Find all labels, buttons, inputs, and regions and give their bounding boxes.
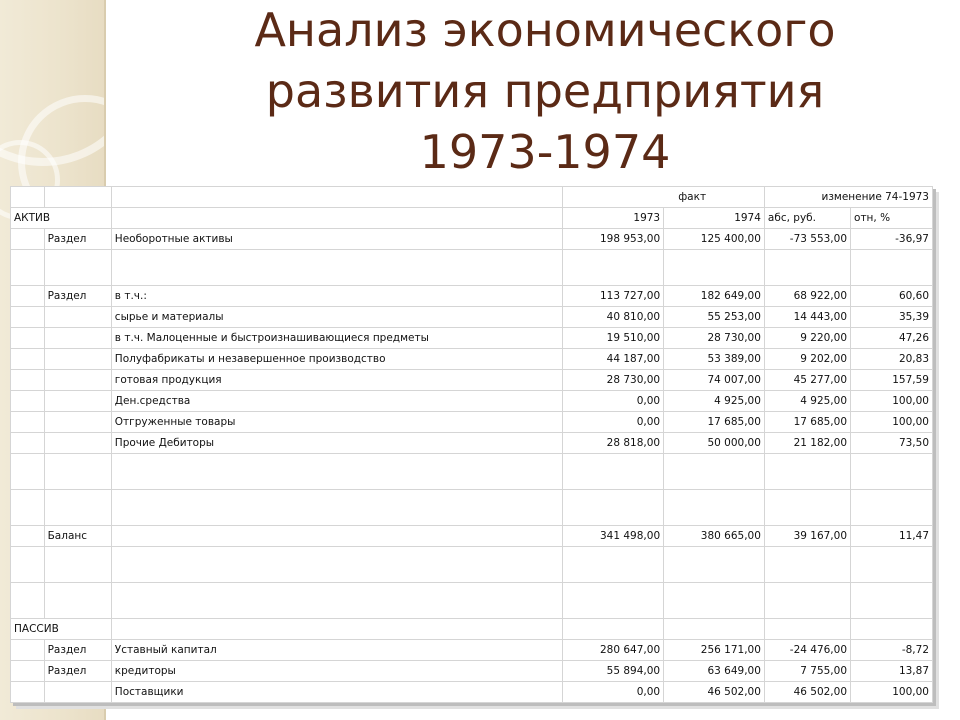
table-row: [11, 307, 933, 328]
row-name: Поставщики: [111, 682, 563, 703]
change-abs: 4 925,00: [764, 391, 850, 412]
row-label: Баланс: [44, 526, 111, 547]
row-label: [44, 307, 111, 328]
spacer-cell: [11, 328, 45, 349]
change-abs: -24 476,00: [764, 640, 850, 661]
aktiv-rows: [11, 229, 933, 619]
spacer-cell: [11, 229, 45, 250]
row-name: Уставный капитал: [111, 640, 563, 661]
row-name: Ден.средства: [111, 391, 563, 412]
value-1973: 44 187,00: [563, 349, 664, 370]
slide-title: [150, 0, 940, 183]
change-rel: 47,26: [851, 328, 933, 349]
table-header-row-2: [11, 208, 933, 229]
spacer-cell: [11, 307, 45, 328]
title-line-2: развития предприятия: [265, 64, 825, 118]
value-1974: [664, 454, 765, 490]
row-name: [111, 250, 563, 286]
row-label: [44, 454, 111, 490]
value-1974: 182 649,00: [664, 286, 765, 307]
row-label: [44, 391, 111, 412]
row-name: Отгруженные товары: [111, 412, 563, 433]
value-1973: 198 953,00: [563, 229, 664, 250]
value-1974: 50 000,00: [664, 433, 765, 454]
change-rel: 157,59: [851, 370, 933, 391]
change-rel: 100,00: [851, 391, 933, 412]
year-1973-header: 1973: [563, 208, 664, 229]
row-label: [44, 349, 111, 370]
change-rel: [851, 583, 933, 619]
change-abs: [764, 547, 850, 583]
table-header-row-1: [11, 187, 933, 208]
value-1974: 46 502,00: [664, 682, 765, 703]
row-label: [44, 547, 111, 583]
table-row: [11, 286, 933, 307]
change-rel: 20,83: [851, 349, 933, 370]
change-abs: [764, 583, 850, 619]
abs-header: абс, руб.: [764, 208, 850, 229]
change-rel: 11,47: [851, 526, 933, 547]
passive-rows: [11, 640, 933, 703]
table-row: [11, 526, 933, 547]
change-abs: 7 755,00: [764, 661, 850, 682]
title-line-1: Анализ экономического: [254, 3, 836, 57]
row-label: [44, 412, 111, 433]
change-abs: -73 553,00: [764, 229, 850, 250]
analysis-table: [10, 186, 933, 703]
row-name: готовая продукция: [111, 370, 563, 391]
change-abs: [764, 250, 850, 286]
value-1973: 19 510,00: [563, 328, 664, 349]
rel-header: отн, %: [851, 208, 933, 229]
change-rel: 60,60: [851, 286, 933, 307]
change-abs: [764, 454, 850, 490]
table-row: [11, 583, 933, 619]
section-header-passiv: ПАССИВ: [11, 619, 112, 640]
spacer-cell: [11, 391, 45, 412]
change-abs: 45 277,00: [764, 370, 850, 391]
spacer-cell: [11, 583, 45, 619]
change-rel: [851, 490, 933, 526]
row-label: [44, 490, 111, 526]
spacer-cell: [11, 454, 45, 490]
value-1973: [563, 454, 664, 490]
change-rel: 73,50: [851, 433, 933, 454]
value-1973: [563, 250, 664, 286]
value-1974: [664, 250, 765, 286]
value-1973: 28 818,00: [563, 433, 664, 454]
spacer-cell: [11, 250, 45, 286]
value-1973: 0,00: [563, 682, 664, 703]
change-abs: [764, 490, 850, 526]
table-row: [11, 661, 933, 682]
change-rel: 100,00: [851, 682, 933, 703]
change-rel: 13,87: [851, 661, 933, 682]
table-row: [11, 250, 933, 286]
value-1973: [563, 583, 664, 619]
row-label: Раздел: [44, 661, 111, 682]
value-1973: 28 730,00: [563, 370, 664, 391]
row-name: [111, 583, 563, 619]
row-name: [111, 454, 563, 490]
section-header-row-passive: [11, 619, 933, 640]
change-rel: [851, 250, 933, 286]
row-label: [44, 583, 111, 619]
row-label: [44, 433, 111, 454]
value-1974: 256 171,00: [664, 640, 765, 661]
table-row: [11, 490, 933, 526]
value-1974: [664, 547, 765, 583]
change-abs: 14 443,00: [764, 307, 850, 328]
row-name: в т.ч.:: [111, 286, 563, 307]
value-1974: 4 925,00: [664, 391, 765, 412]
change-rel: 35,39: [851, 307, 933, 328]
table-row: [11, 328, 933, 349]
table-row: [11, 349, 933, 370]
table-row: [11, 454, 933, 490]
data-table: [10, 186, 933, 703]
row-label: Раздел: [44, 286, 111, 307]
spacer-cell: [11, 412, 45, 433]
spacer-cell: [11, 661, 45, 682]
value-1974: 53 389,00: [664, 349, 765, 370]
value-1974: 55 253,00: [664, 307, 765, 328]
change-rel: -8,72: [851, 640, 933, 661]
row-name: Прочие Дебиторы: [111, 433, 563, 454]
value-1973: 0,00: [563, 391, 664, 412]
value-1974: 125 400,00: [664, 229, 765, 250]
spacer-cell: [11, 433, 45, 454]
row-label: [44, 328, 111, 349]
value-1973: [563, 547, 664, 583]
change-abs: 68 922,00: [764, 286, 850, 307]
row-label: Раздел: [44, 229, 111, 250]
table-row: [11, 547, 933, 583]
change-abs: 9 220,00: [764, 328, 850, 349]
change-rel: [851, 547, 933, 583]
spacer-cell: [11, 286, 45, 307]
spacer-cell: [11, 490, 45, 526]
value-1973: 280 647,00: [563, 640, 664, 661]
change-header: изменение 74-1973: [764, 187, 932, 208]
value-1973: 0,00: [563, 412, 664, 433]
row-label: [44, 682, 111, 703]
value-1974: 74 007,00: [664, 370, 765, 391]
row-label: Раздел: [44, 640, 111, 661]
row-label: [44, 370, 111, 391]
change-abs: 46 502,00: [764, 682, 850, 703]
table-row: [11, 391, 933, 412]
spacer-cell: [11, 349, 45, 370]
table-row: [11, 229, 933, 250]
row-name: сырье и материалы: [111, 307, 563, 328]
table-row: [11, 412, 933, 433]
year-1974-header: 1974: [664, 208, 765, 229]
section-header-aktiv: АКТИВ: [11, 208, 112, 229]
row-name: [111, 547, 563, 583]
table-row: [11, 433, 933, 454]
value-1974: 380 665,00: [664, 526, 765, 547]
value-1974: 28 730,00: [664, 328, 765, 349]
row-label: [44, 250, 111, 286]
change-abs: 39 167,00: [764, 526, 850, 547]
change-rel: -36,97: [851, 229, 933, 250]
spacer-cell: [11, 640, 45, 661]
fact-header: факт: [563, 187, 765, 208]
value-1973: 341 498,00: [563, 526, 664, 547]
value-1974: [664, 490, 765, 526]
spacer-cell: [11, 526, 45, 547]
row-name: кредиторы: [111, 661, 563, 682]
change-abs: 9 202,00: [764, 349, 850, 370]
value-1973: 113 727,00: [563, 286, 664, 307]
value-1973: [563, 490, 664, 526]
row-name: Необоротные активы: [111, 229, 563, 250]
value-1973: 55 894,00: [563, 661, 664, 682]
row-name: [111, 490, 563, 526]
value-1974: 63 649,00: [664, 661, 765, 682]
change-rel: 100,00: [851, 412, 933, 433]
spacer-cell: [11, 682, 45, 703]
table-row: [11, 682, 933, 703]
row-name: в т.ч. Малоценные и быстроизнашивающиеся предметы: [111, 328, 563, 349]
title-line-3: 1973-1974: [419, 125, 671, 179]
spacer-cell: [11, 370, 45, 391]
spacer-cell: [11, 547, 45, 583]
value-1974: [664, 583, 765, 619]
table-row: [11, 640, 933, 661]
change-abs: 17 685,00: [764, 412, 850, 433]
change-abs: 21 182,00: [764, 433, 850, 454]
row-name: Полуфабрикаты и незавершенное производство: [111, 349, 563, 370]
table-row: [11, 370, 933, 391]
change-rel: [851, 454, 933, 490]
value-1974: 17 685,00: [664, 412, 765, 433]
row-name: [111, 526, 563, 547]
value-1973: 40 810,00: [563, 307, 664, 328]
